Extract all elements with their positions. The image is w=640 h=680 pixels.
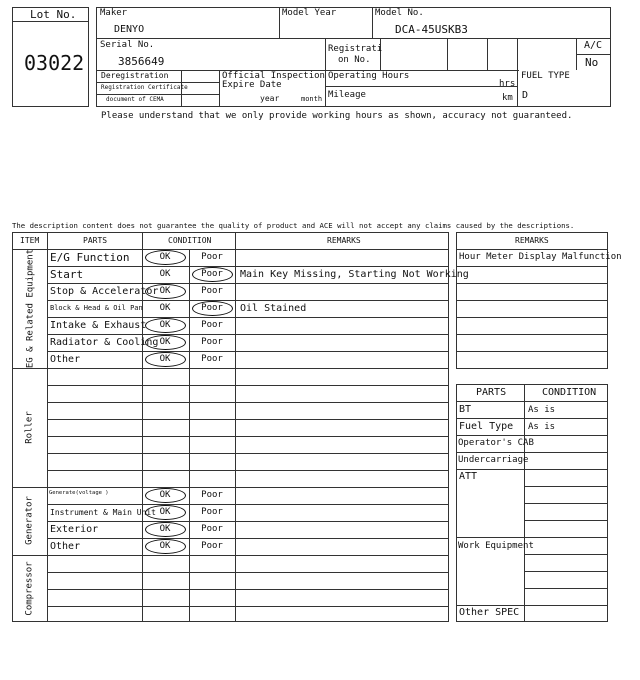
group-eg-label: EG & Related Equipment (25, 248, 36, 369)
generator-row-poor-option: Poor (201, 490, 223, 500)
side-remark-first: Hour Meter Display Malfunction (459, 252, 622, 262)
eg-row-selected-circle (145, 318, 186, 333)
serial-label: Serial No. (100, 40, 155, 50)
operator-cab-label: Operator's CAB (458, 438, 534, 448)
eg-row-selected-circle (145, 335, 186, 350)
eg-part-label: Radiator & Cooling (50, 337, 159, 348)
eg-row-poor-option: Poor (201, 320, 223, 330)
group-generator-label: Generator (24, 496, 35, 545)
eg-row-ok-option: OK (159, 337, 171, 347)
generator-row-selected-circle (145, 539, 186, 554)
eg-row-ok-option: OK (159, 286, 171, 296)
registration-label-1: Registrati (328, 44, 383, 54)
registration-certificate-label: Registration Certificate (101, 84, 188, 91)
model-no-value: DCA-45USKB3 (395, 23, 468, 36)
group-compressor-label: Compressor (24, 561, 35, 616)
eg-row-selected-circle (192, 267, 233, 282)
km-label: km (502, 93, 513, 103)
eg-part-label: Start (50, 268, 84, 281)
generator-row-ok-option: OK (159, 490, 171, 500)
eg-part-label: Block & Head & Oil Pan (50, 304, 143, 312)
eg-row-ok-option: OK (159, 252, 171, 262)
lot-label: Lot No. (30, 8, 77, 21)
side-condition-header: CONDITION (542, 387, 597, 398)
other-spec-label: Other SPEC (459, 607, 520, 618)
generator-part-label: Exterior (50, 524, 99, 535)
eg-row-poor-option: Poor (201, 337, 223, 347)
generator-row-ok-option: OK (159, 541, 171, 551)
deregistration-label: Deregistration (101, 71, 169, 80)
generator-row-ok-option: OK (159, 524, 171, 534)
operating-hours-label: Operating Hours (328, 71, 410, 81)
cema-document-label: document of CEMA (106, 96, 164, 103)
eg-row-selected-circle (145, 284, 186, 299)
fuel-type-value: D (522, 90, 529, 101)
bt-value: As is (528, 405, 556, 415)
generator-row-ok-option: OK (159, 507, 171, 517)
eg-row-ok-option: OK (159, 354, 171, 364)
fuel-type-side-value: As is (528, 422, 556, 432)
fuel-type-side-label: Fuel Type (459, 421, 514, 432)
generator-row-poor-option: Poor (201, 507, 223, 517)
undercarriage-label: Undercarriage (458, 455, 529, 465)
description-notice: The description content does not guarantee the quality of product and ACE will not accept any claims caused by the descriptions. (12, 221, 575, 230)
item-header: ITEM (20, 236, 40, 245)
working-hours-notice: Please understand that we only provide working hours as shown, accuracy not guaranteed. (101, 111, 573, 121)
lot-value: 03022 (24, 51, 85, 75)
year-label: year (260, 94, 280, 103)
eg-row-poor-option: Poor (201, 286, 223, 296)
model-year-label: Model Year (282, 8, 337, 18)
eg-part-label: Stop & Accelerator (50, 286, 159, 297)
side-parts-header: PARTS (476, 387, 507, 398)
remarks-header: REMARKS (327, 236, 361, 245)
eg-row-selected-circle (145, 250, 186, 265)
registration-label-2: on No. (338, 55, 371, 65)
generator-part-label: Generate(voltage ) (49, 490, 109, 496)
maker-label: Maker (100, 8, 128, 18)
generator-row-poor-option: Poor (201, 524, 223, 534)
group-roller-label: Roller (24, 411, 35, 444)
eg-row-poor-option: Poor (201, 252, 223, 262)
generator-part-label: Instrument & Main Unit (50, 508, 156, 517)
eg-row-selected-circle (145, 352, 186, 367)
month-label: month (301, 95, 323, 103)
model-no-label: Model No. (375, 8, 424, 18)
serial-value: 3856649 (118, 55, 165, 68)
att-label: ATT (459, 471, 478, 482)
inspection-label-2: Expire Date (222, 80, 282, 90)
eg-row-ok-option: OK (159, 320, 171, 330)
hrs-label: hrs (499, 79, 516, 89)
eg-row-selected-circle (192, 301, 233, 316)
work-equipment-label: Work Equipment (458, 541, 534, 551)
ac-value: No (585, 56, 599, 69)
inspection-label-1: Official Inspection (222, 71, 325, 81)
generator-row-selected-circle (145, 488, 186, 503)
eg-row-poor-option: Poor (201, 269, 223, 279)
bt-label: BT (459, 404, 472, 415)
parts-header: PARTS (83, 236, 108, 245)
eg-part-label: Intake & Exhaust (50, 320, 147, 331)
generator-row-selected-circle (145, 522, 186, 537)
condition-header: CONDITION (168, 236, 212, 245)
eg-row-poor-option: Poor (201, 303, 223, 313)
fuel-type-label: FUEL TYPE (521, 71, 570, 81)
side-remarks-header: REMARKS (515, 236, 549, 245)
generator-part-label: Other (50, 541, 81, 552)
eg-remark: Oil Stained (240, 303, 307, 314)
eg-part-label: E/G Function (50, 251, 130, 264)
generator-row-poor-option: Poor (201, 541, 223, 551)
eg-part-label: Other (50, 354, 81, 365)
mileage-label: Mileage (328, 90, 366, 100)
eg-row-ok-option: OK (159, 269, 171, 279)
ac-label: A/C (584, 40, 603, 51)
generator-row-selected-circle (145, 505, 186, 520)
eg-remark: Main Key Missing, Starting Not Working (240, 269, 469, 280)
eg-row-ok-option: OK (159, 303, 171, 313)
eg-row-poor-option: Poor (201, 354, 223, 364)
maker-value: DENYO (114, 24, 145, 35)
